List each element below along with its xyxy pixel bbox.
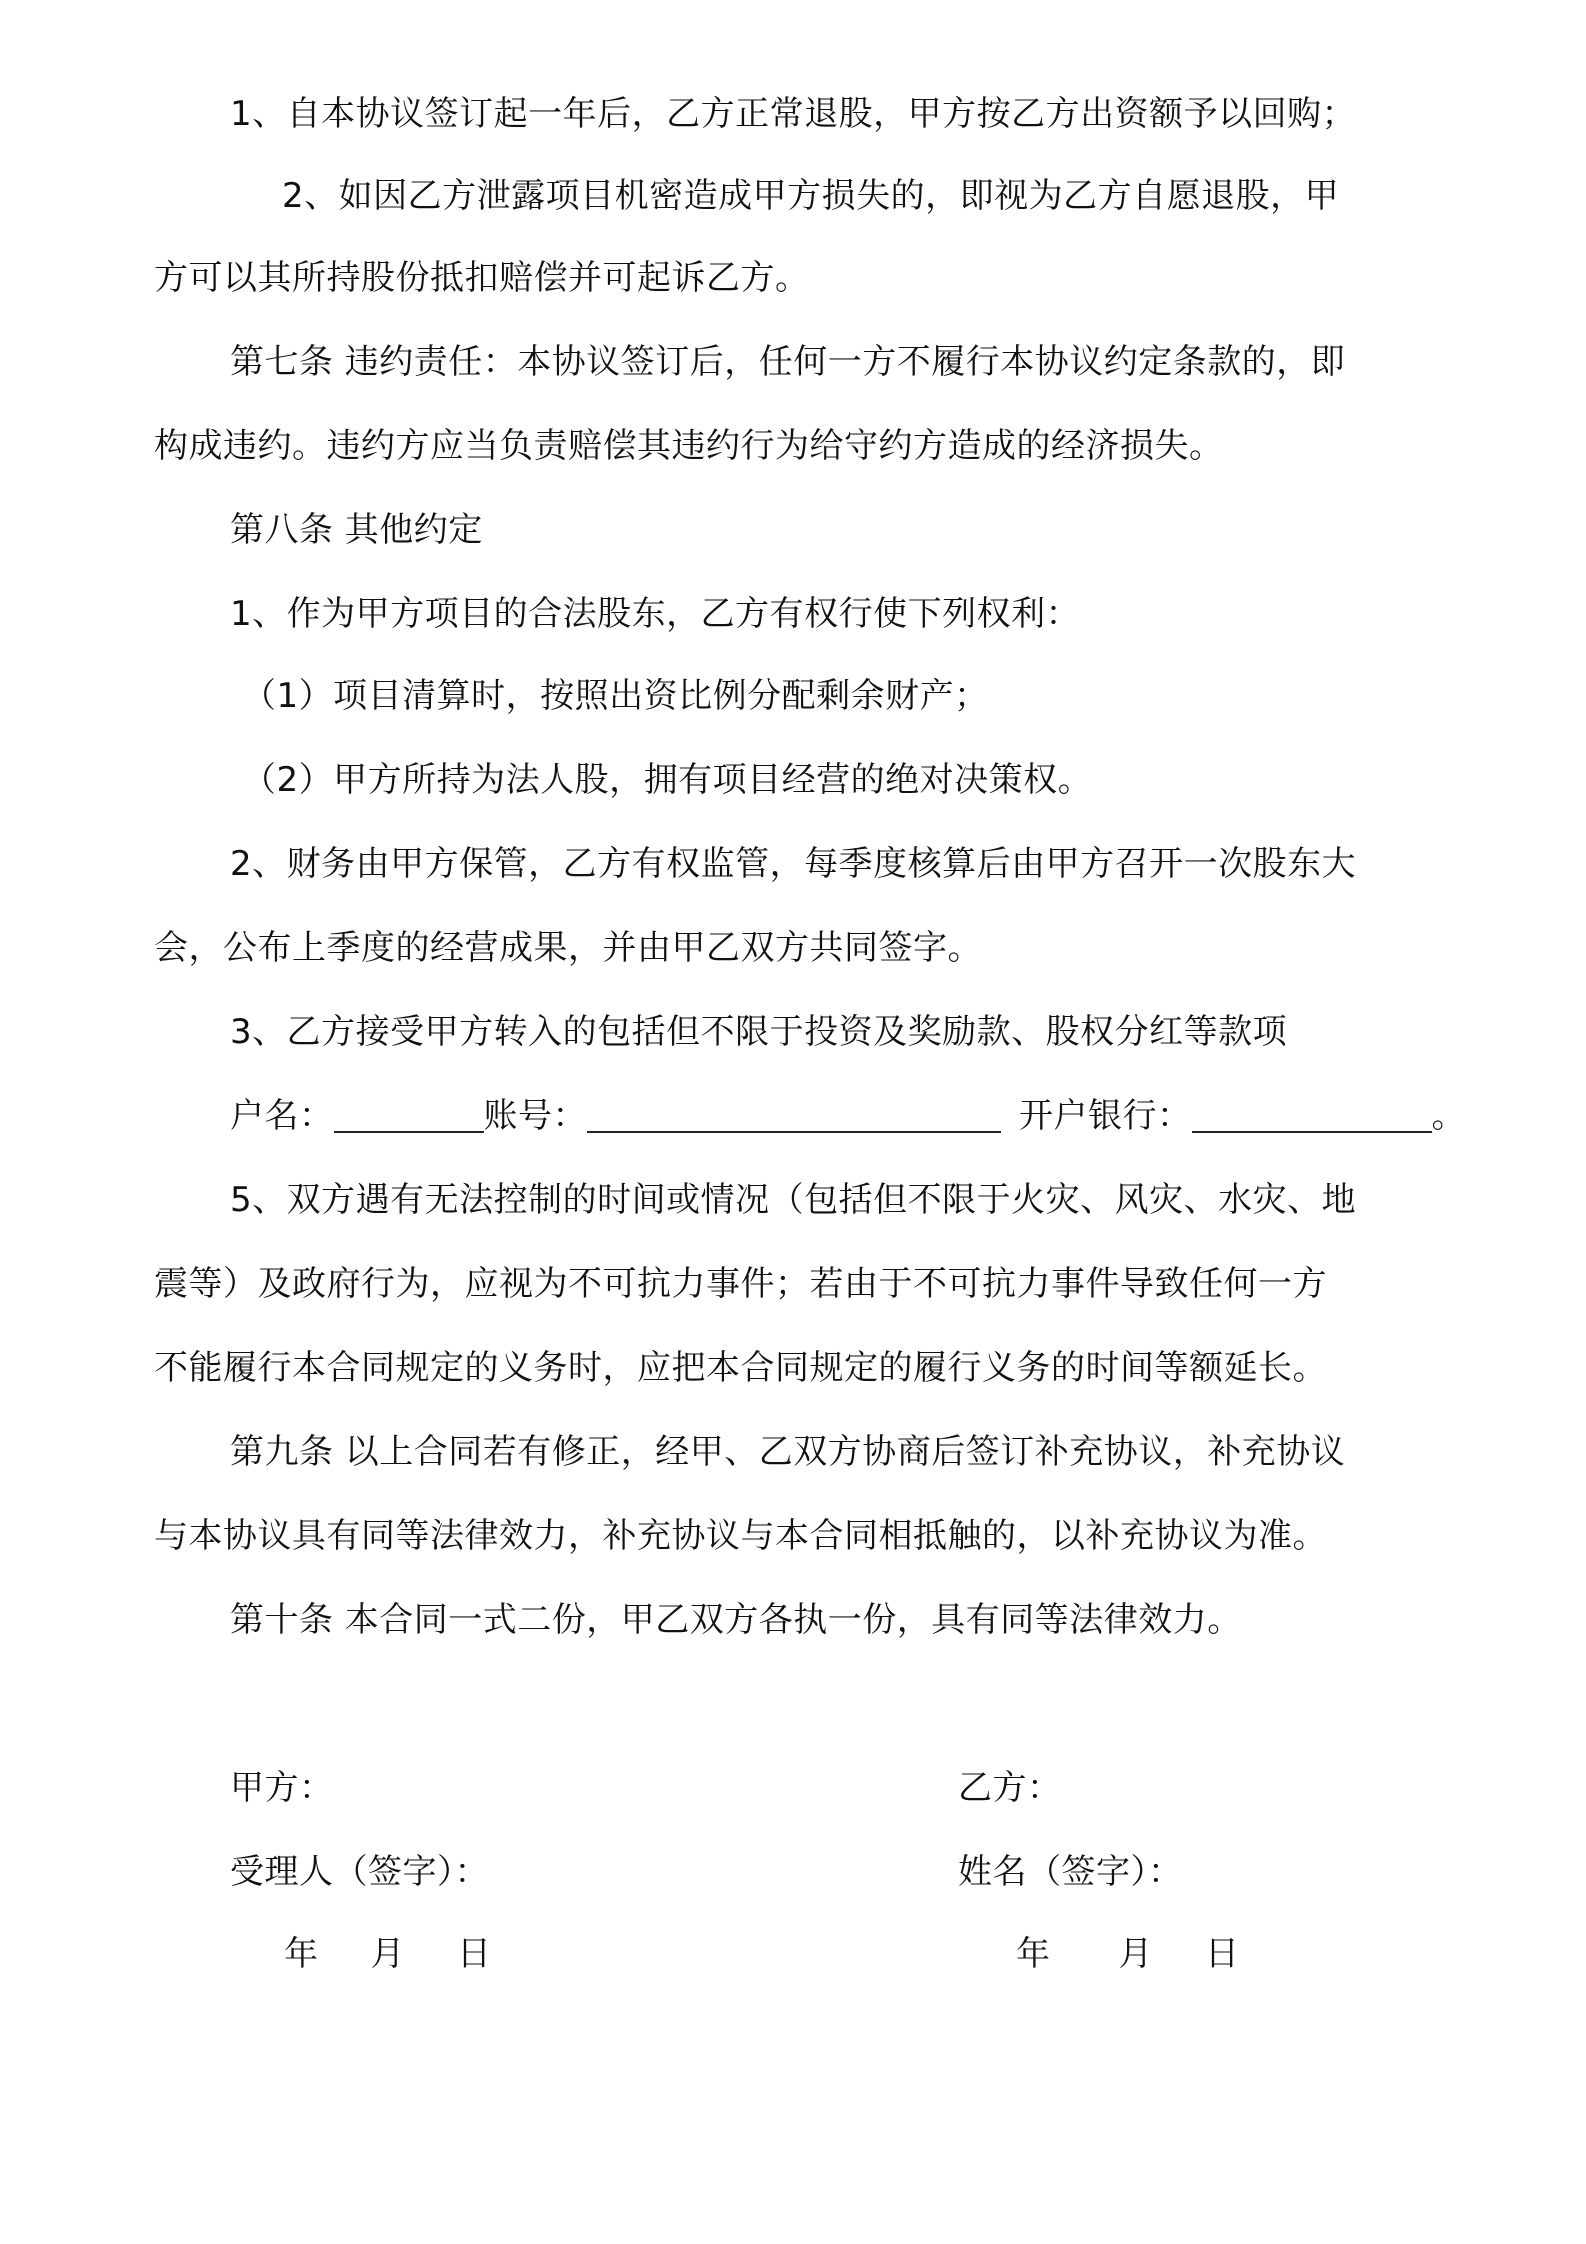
account-number-label: 账号： xyxy=(483,1096,587,1136)
date-day-a: 日 xyxy=(457,1934,492,1974)
party-b-label: 乙方： xyxy=(958,1768,1062,1808)
account-name-label: 户名： xyxy=(230,1096,334,1136)
date-month-b: 月 xyxy=(1118,1934,1153,1974)
article-7-line2: 构成违约。违约方应当负责赔偿其违约行为给守约方造成的经济损失。 xyxy=(154,426,1224,466)
date-party-b xyxy=(1016,1932,1240,1976)
clause-transfer: 3、乙方接受甲方转入的包括但不限于投资及奖励款、股权分红等款项 xyxy=(230,1012,1288,1052)
right-item-1: （1）项目清算时，按照出资比例分配剩余财产； xyxy=(242,676,989,716)
account-name-blank xyxy=(334,1101,484,1133)
right-item-2: （2）甲方所持为法人股，拥有项目经营的绝对决策权。 xyxy=(242,760,1093,800)
party-a-label: 甲方： xyxy=(230,1768,334,1808)
date-month-a: 月 xyxy=(370,1934,405,1974)
clause-leak-line2: 方可以其所持股份抵扣赔偿并可起诉乙方。 xyxy=(154,258,810,298)
agent-signature-label: 受理人（签字）： xyxy=(230,1852,489,1892)
name-signature-label: 姓名（签字）： xyxy=(958,1852,1183,1892)
date-year-b: 年 xyxy=(1016,1934,1051,1974)
force-majeure-line1: 5、双方遇有无法控制的时间或情况（包括但不限于火灾、风灾、水灾、地 xyxy=(230,1180,1357,1220)
article-9-line1: 第九条 以上合同若有修正，经甲、乙双方协商后签订补充协议，补充协议 xyxy=(230,1432,1346,1472)
account-line xyxy=(230,1094,1466,1138)
date-year-a: 年 xyxy=(284,1934,319,1974)
force-majeure-line3: 不能履行本合同规定的义务时，应把本合同规定的履行义务的时间等额延长。 xyxy=(154,1348,1327,1388)
article-9-line2: 与本协议具有同等法律效力，补充协议与本合同相抵触的，以补充协议为准。 xyxy=(154,1516,1327,1556)
article-8-heading: 第八条 其他约定 xyxy=(230,510,483,550)
article-10: 第十条 本合同一式二份，甲乙双方各执一份，具有同等法律效力。 xyxy=(230,1600,1242,1640)
force-majeure-line2: 震等）及政府行为，应视为不可抗力事件；若由于不可抗力事件导致任何一方 xyxy=(154,1264,1327,1304)
clause-leak-line1: 2、如因乙方泄露项目机密造成甲方损失的，即视为乙方自愿退股，甲 xyxy=(282,176,1340,216)
account-number-blank xyxy=(587,1101,1001,1133)
clause-rights: 1、作为甲方项目的合法股东，乙方有权行使下列权利： xyxy=(230,594,1081,634)
bank-label: 开户银行： xyxy=(1019,1096,1192,1136)
date-party-a xyxy=(284,1932,492,1976)
article-7-line1: 第七条 违约责任：本协议签订后，任何一方不履行本协议约定条款的，即 xyxy=(230,342,1346,382)
clause-finance-line2: 会，公布上季度的经营成果，并由甲乙双方共同签字。 xyxy=(154,928,982,968)
bank-blank xyxy=(1192,1101,1432,1133)
account-end-mark: 。 xyxy=(1431,1096,1466,1136)
clause-buyback: 1、自本协议签订起一年后，乙方正常退股，甲方按乙方出资额予以回购； xyxy=(230,94,1357,134)
date-day-b: 日 xyxy=(1205,1934,1240,1974)
clause-finance-line1: 2、财务由甲方保管，乙方有权监管，每季度核算后由甲方召开一次股东大 xyxy=(230,844,1357,884)
